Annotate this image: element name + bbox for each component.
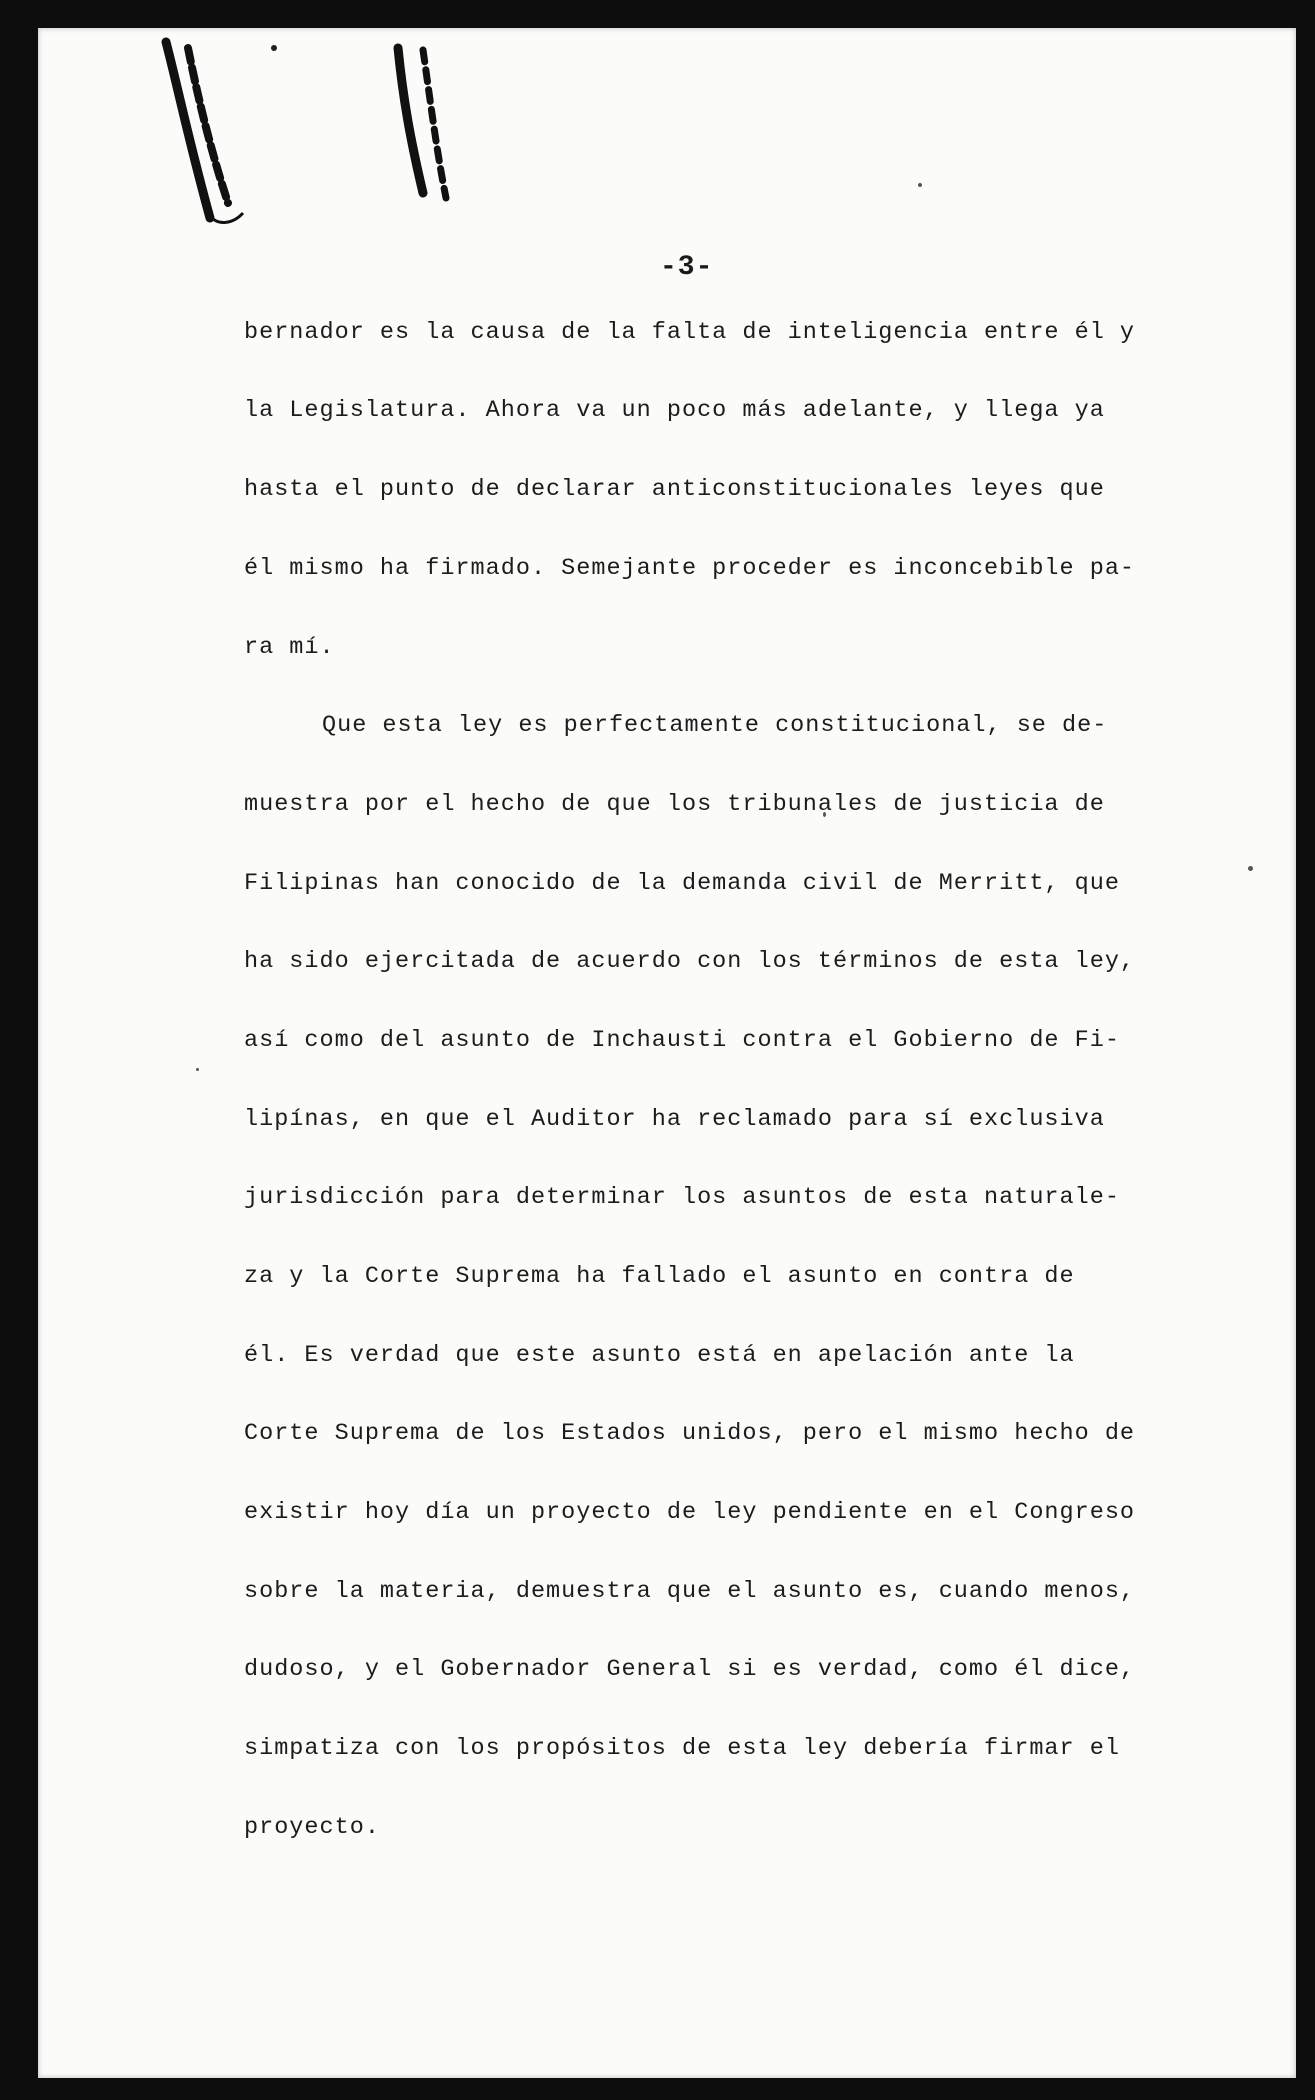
paper-speck [918,183,922,187]
text-line: proyecto. [244,1814,380,1841]
paragraph-start-line: Que esta ley es perfectamente constitucional, se de- [322,712,1108,739]
handwritten-page-marks [38,28,458,258]
text-line: la Legislatura. Ahora va un poco más adelante, y llega ya [244,397,1105,424]
text-line: él. Es verdad que este asunto está en apelación ante la [244,1342,1075,1369]
text-line: simpatiza con los propósitos de esta ley debería firmar el [244,1735,1120,1762]
page-number: -3- [660,252,714,283]
text-line: lipínas, en que el Auditor ha reclamado para sí exclusiva [244,1106,1105,1133]
text-line: dudoso, y el Gobernador General si es verdad, como él dice, [244,1656,1136,1683]
text-line: muestra por el hecho de que los tribunales de justicia de [244,791,1105,818]
text-line: ra mí. [244,634,335,661]
text-line: za y la Corte Suprema ha fallado el asunto en contra de [244,1263,1075,1290]
text-line: existir hoy día un proyecto de ley pendiente en el Congreso [244,1499,1136,1526]
paper-speck [1248,866,1253,871]
paper-speck [196,1068,199,1071]
text-line: hasta el punto de declarar anticonstitucionales leyes que [244,476,1105,503]
text-line: jurisdicción para determinar los asuntos de esta naturale- [244,1184,1120,1211]
text-line: Filipinas han conocido de la demanda civil de Merritt, que [244,870,1120,897]
text-line: Corte Suprema de los Estados unidos, pero el mismo hecho de [244,1420,1136,1447]
text-line: bernador es la causa de la falta de inteligencia entre él y [244,319,1136,346]
text-line: él mismo ha firmado. Semejante proceder es inconcebible pa- [244,555,1136,582]
text-line: así como del asunto de Inchausti contra el Gobierno de Fi- [244,1027,1120,1054]
text-line: sobre la materia, demuestra que el asunto es, cuando menos, [244,1578,1136,1605]
text-line: ha sido ejercitada de acuerdo con los términos de esta ley, [244,948,1136,975]
document-page [38,28,1296,2078]
